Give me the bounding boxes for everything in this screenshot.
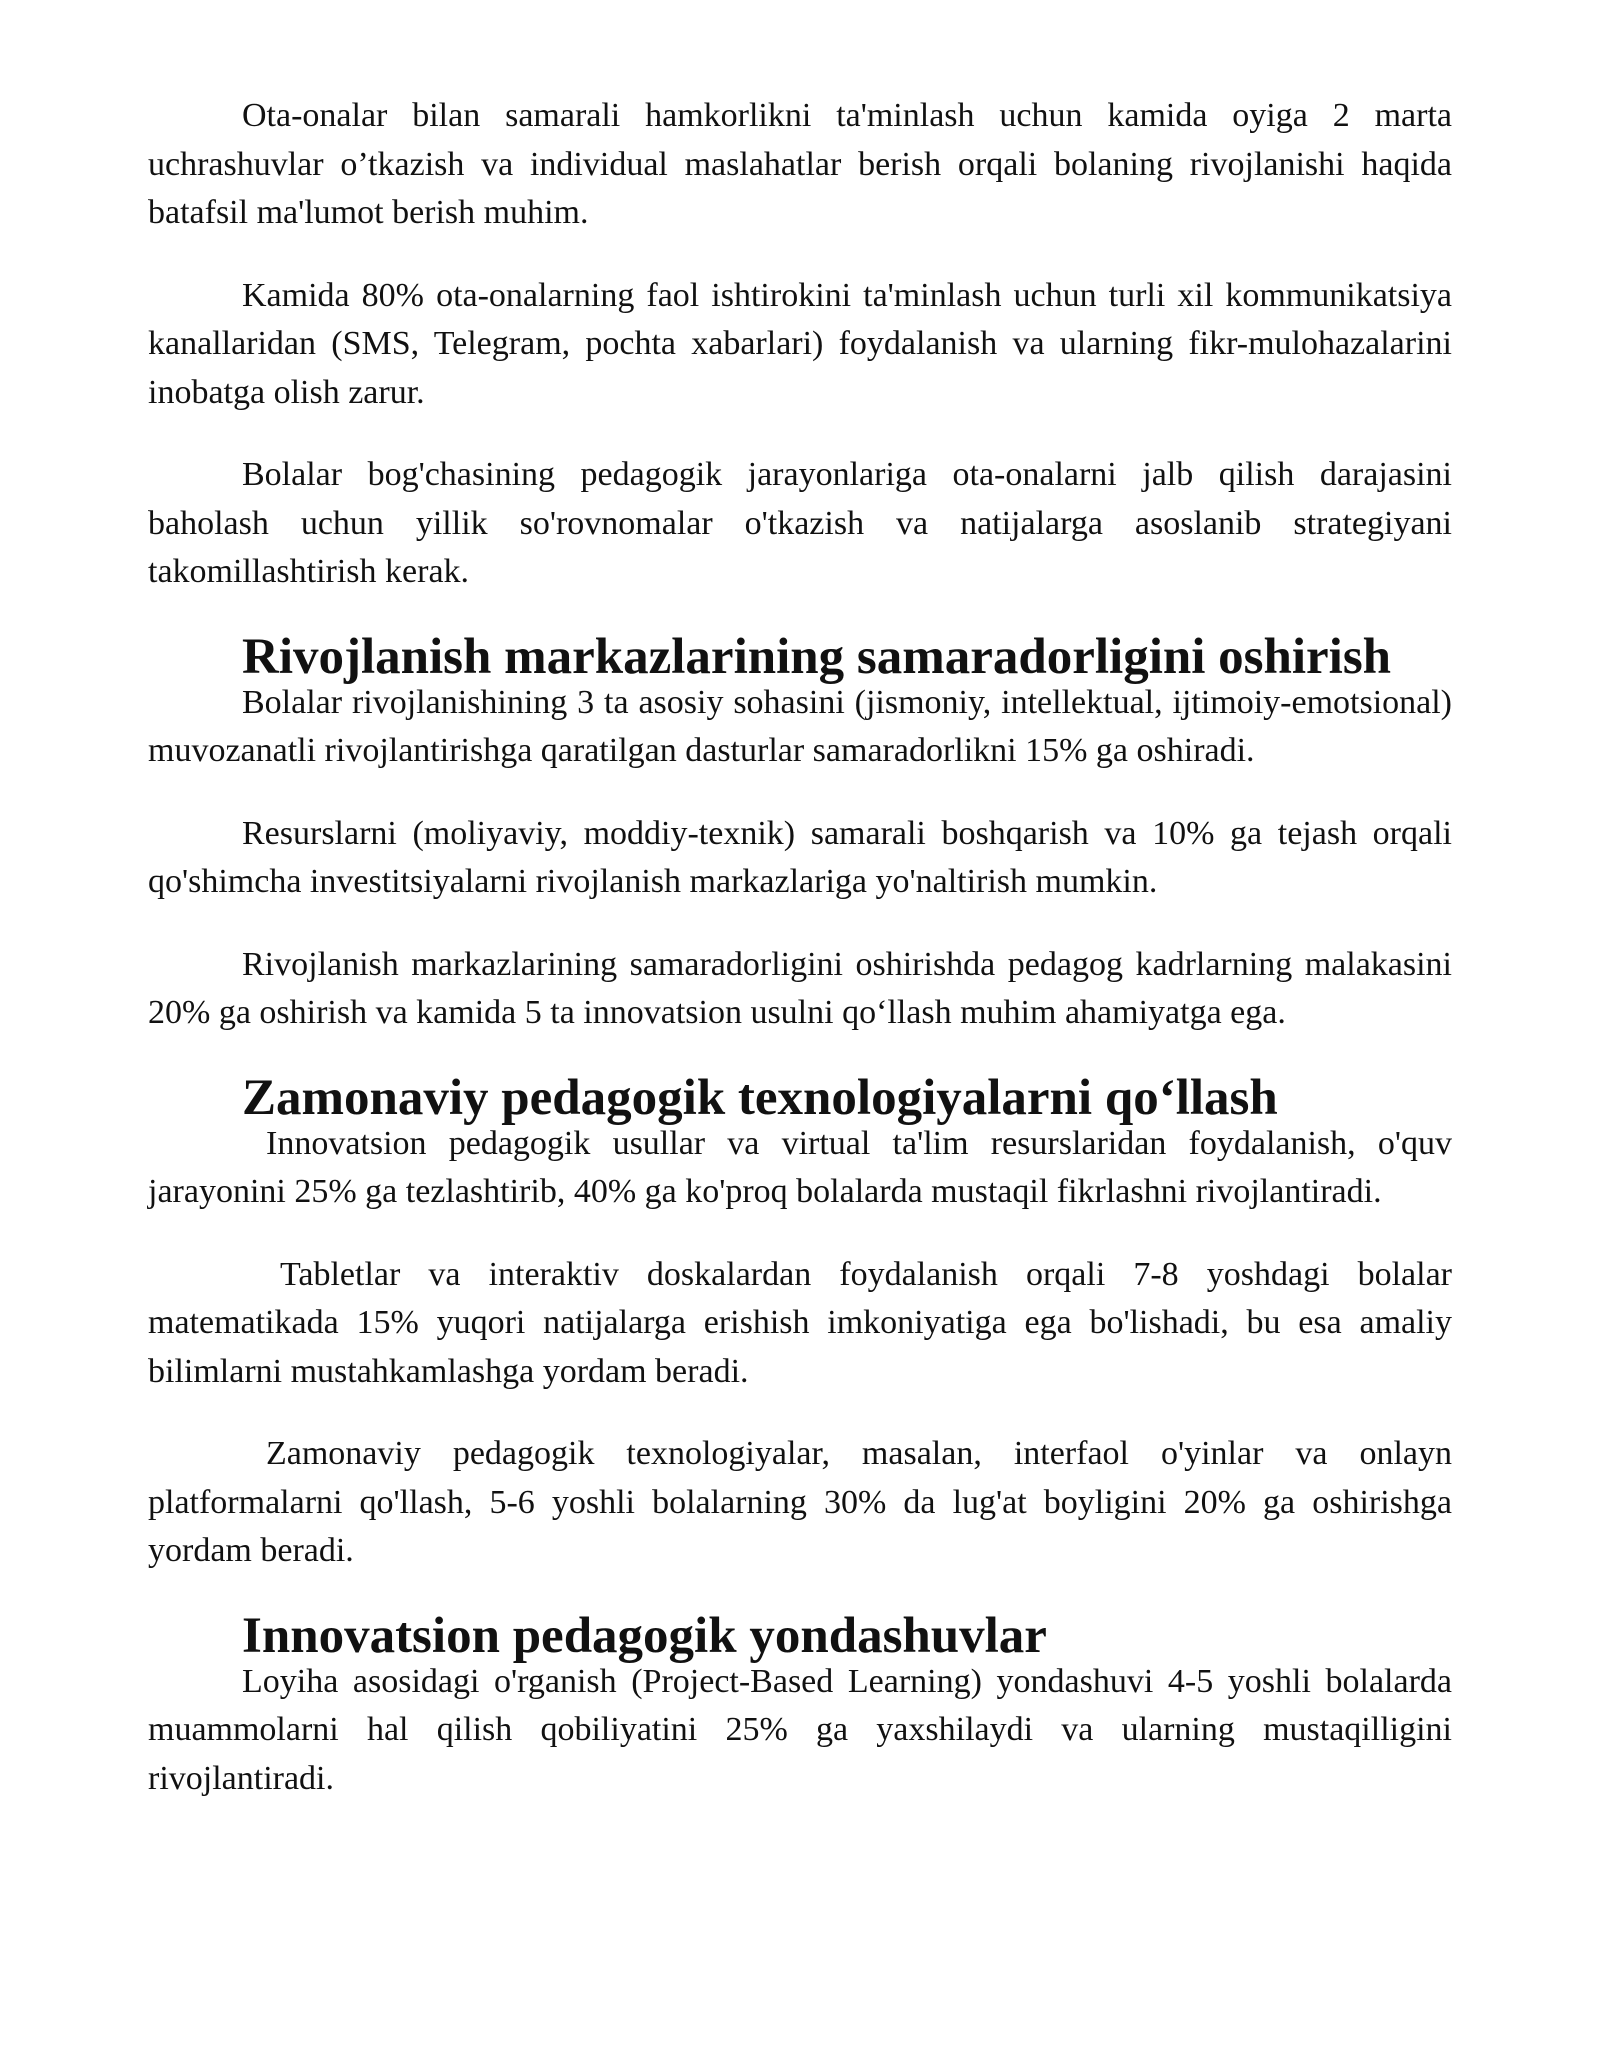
paragraph-parent-meetings: Ota-onalar bilan samarali hamkorlikni ta'minlash uchun kamida oyiga 2 marta uchrashuvlar o’tkazish va individual maslahatlar berish orqali bolaning rivojlanishi haqida batafsil ma'lumot berish muhim. <box>148 97 1452 231</box>
section-heading-innovative-approaches: Innovatsion pedagogik yondashuvlar <box>242 1607 1047 1664</box>
section-heading-modern-technologies: Zamonaviy pedagogik texnologiyalarni qo‘llash <box>242 1069 1278 1126</box>
paragraph-development-areas: Bolalar rivojlanishining 3 ta asosiy sohasini (jismoniy, intellektual, ijtimoiy-emotsional) muvozanatli rivojlantirishga qaratilgan dasturlar samaradorlikni 15% ga oshiradi. <box>148 683 1452 769</box>
paragraph-project-based-learning: Loyiha asosidagi o'rganish (Project-Based Learning) yondashuvi 4-5 yoshli bolalarda muammolarni hal qilish qobiliyatini 25% ga yaxshilaydi va ularning mustaqilligini rivojlantiradi. <box>148 1662 1452 1797</box>
paragraph-innovative-methods: Innovatsion pedagogik usullar va virtual ta'lim resurslaridan foydalanish, o'quv jarayonini 25% ga tezlashtirib, 40% ga ko'proq bolalarda mustaqil fikrlashni rivojlantiradi. <box>148 1124 1452 1210</box>
paragraph-parent-participation: Kamida 80% ota-onalarning faol ishtirokini ta'minlash uchun turli xil kommunikatsiya kanallaridan (SMS, Telegram, pochta xabarlari) foydalanish va ularning fikr-mulohazalarini inobatga olish zarur. <box>148 276 1452 411</box>
paragraph-annual-surveys: Bolalar bog'chasining pedagogik jarayonlariga ota-onalarni jalb qilish darajasini baholash uchun yillik so'rovnomalar o'tkazish va natijalarga asoslanib strategiyani takomillashtirish kerak. <box>148 456 1452 590</box>
document-page <box>148 92 1452 1837</box>
paragraph-interactive-games: Zamonaviy pedagogik texnologiyalar, masalan, interfaol o'yinlar va onlayn platformalarni qo'llash, 5-6 yoshli bolalarning 30% da lug'at boyligini 20% ga oshirishga yordam beradi. <box>148 1435 1452 1569</box>
paragraph-teacher-qualification: Rivojlanish markazlarining samaradorligini oshirishda pedagog kadrlarning malakasini 20% ga oshirish va kamida 5 ta innovatsion usulni qo‘llash muhim ahamiyatga ega. <box>148 945 1452 1031</box>
paragraph-resource-management: Resurslarni (moliyaviy, moddiy-texnik) samarali boshqarish va 10% ga tejash orqali qo'shimcha investitsiyalarni rivojlanish markazlariga yo'naltirish mumkin. <box>148 814 1452 900</box>
paragraph-tablets-whiteboards: Tabletlar va interaktiv doskalardan foydalanish orqali 7-8 yoshdagi bolalar matematikada 15% yuqori natijalarga erishish imkoniyatiga ega bo'lishadi, bu esa amaliy bilimlarni mustahkamlashga yordam beradi. <box>148 1255 1452 1390</box>
section-heading-development-centers: Rivojlanish markazlarining samaradorligini oshirish <box>242 628 1392 685</box>
